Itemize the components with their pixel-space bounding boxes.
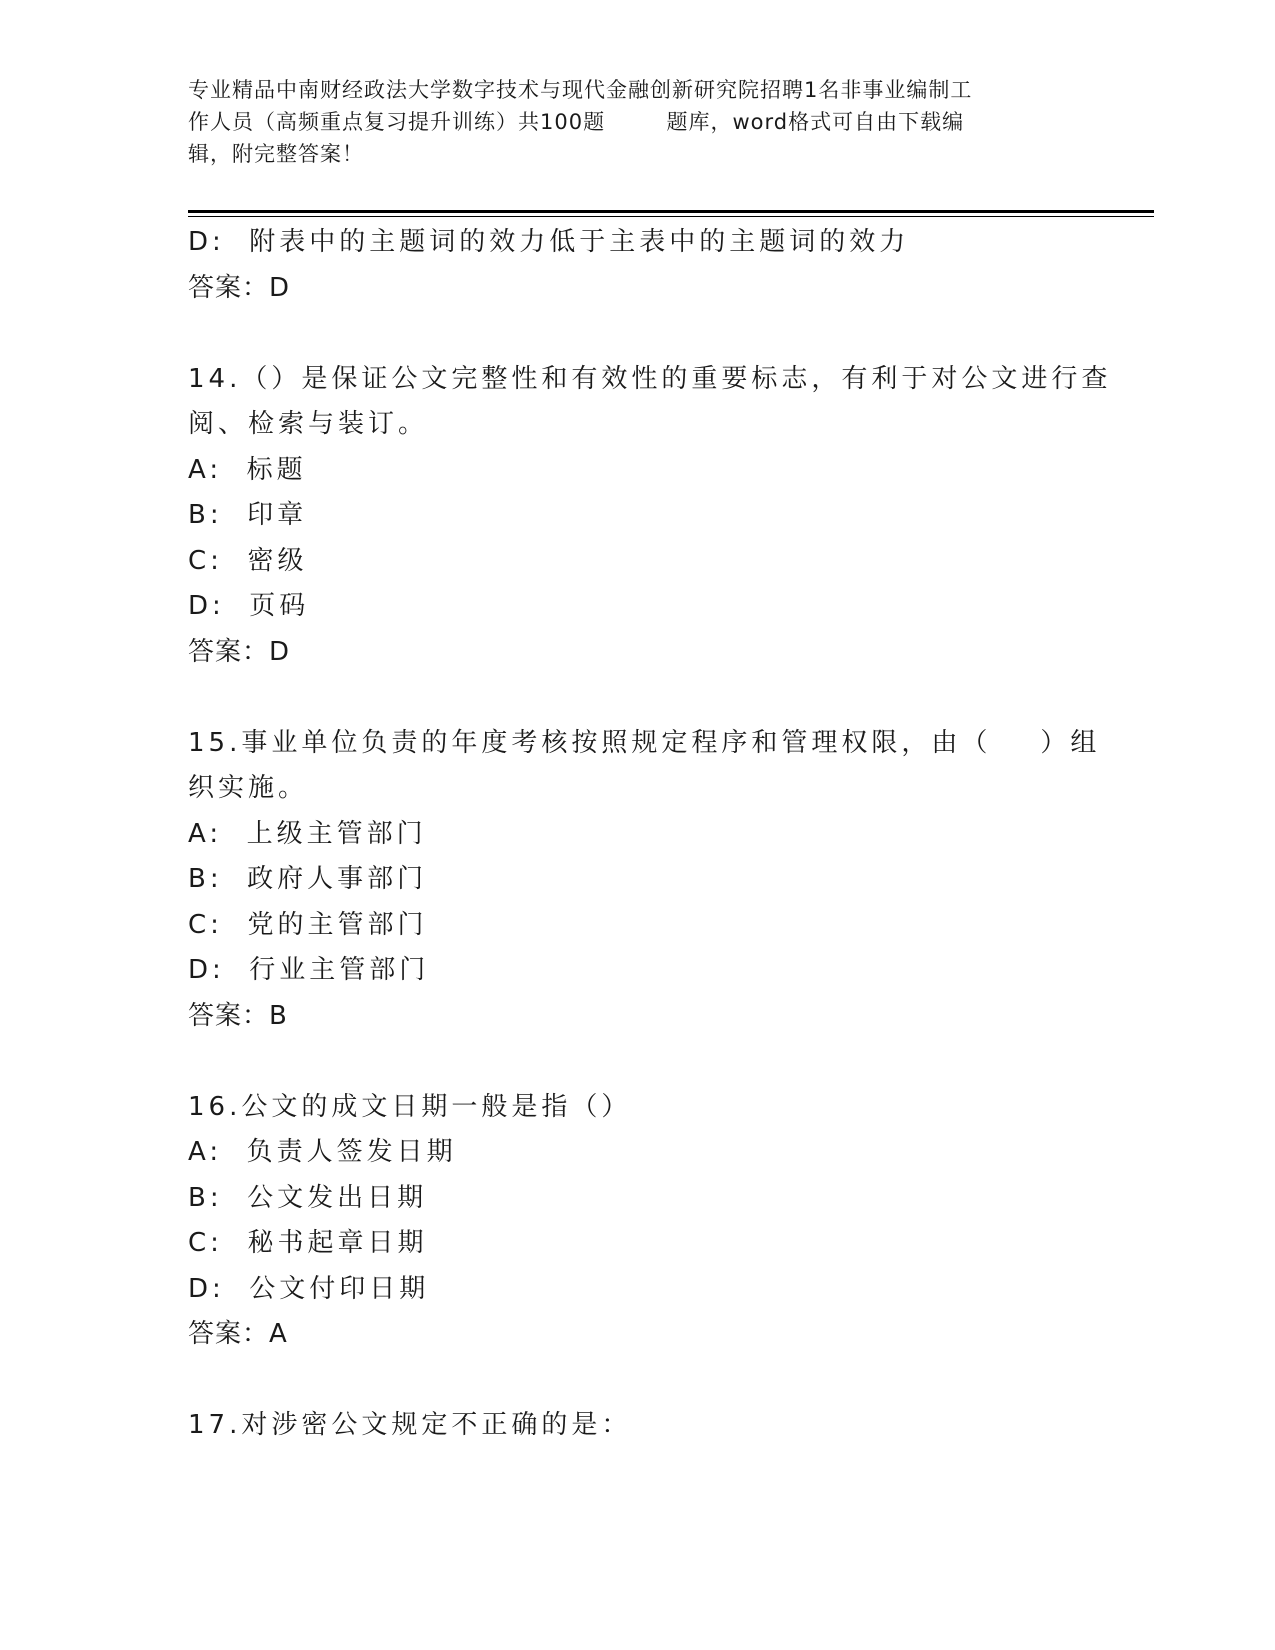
answer-line: 答案：A (188, 1319, 288, 1349)
option-a: A: 标题 (188, 454, 307, 485)
option-c: C: 党的主管部门 (188, 909, 428, 940)
option-b: B: 公文发出日期 (188, 1182, 428, 1213)
document-header (188, 74, 1088, 170)
answer-line: 答案：B (188, 1000, 288, 1031)
answer-line: 答案：D (188, 636, 291, 667)
option-d: D: 行业主管部门 (188, 955, 430, 985)
question-16-stem: 16.公文的成文日期一般是指（） (188, 1091, 632, 1122)
answer-line: 答案：D (188, 272, 291, 303)
question-17-stem: 17.对涉密公文规定不正确的是： (188, 1410, 632, 1440)
option-a: A: 负责人签发日期 (188, 1137, 457, 1167)
header-line: 专业精品中南财经政法大学数字技术与现代金融创新研究院招聘1名非事业编制工 (188, 78, 973, 102)
option-b: B: 政府人事部门 (188, 864, 428, 894)
option-d: D: 公文付印日期 (188, 1273, 430, 1304)
option-b: B: 印章 (188, 500, 308, 530)
option-d: D: 页码 (188, 591, 310, 621)
option-c: C: 秘书起章日期 (188, 1228, 428, 1258)
option-a: A: 上级主管部门 (188, 818, 427, 849)
question-15-stem: 15.事业单位负责的年度考核按照规定程序和管理权限，由（ ）组 (188, 727, 1101, 758)
header-divider-thick (188, 210, 1154, 213)
question-list (188, 220, 1112, 1449)
header-divider-thin (188, 216, 1154, 217)
question-14-stem: 14.（）是保证公文完整性和有效性的重要标志，有利于对公文进行查 (188, 363, 1112, 394)
option-c: C: 密级 (188, 545, 308, 576)
header-line: 作人员（高频重点复习提升训练）共100题 题库，word格式可自由下载编 (188, 110, 965, 134)
question-15-stem: 织实施。 (188, 773, 309, 803)
option-d: D: 附表中的主题词的效力低于主表中的主题词的效力 (188, 227, 910, 257)
question-14-stem: 阅、检索与装订。 (188, 409, 429, 439)
header-line: 辑，附完整答案！ (188, 142, 364, 166)
